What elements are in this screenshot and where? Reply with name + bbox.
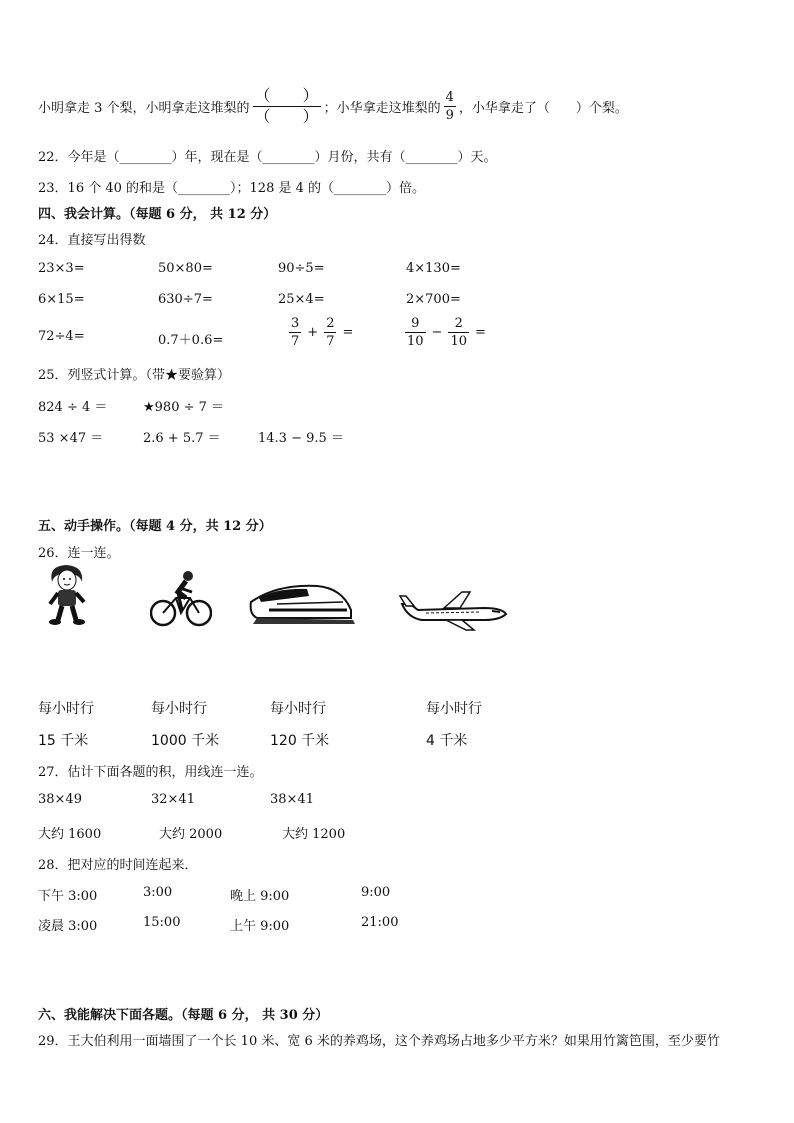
q28-r2-c3: 上午 9:00 xyxy=(230,919,290,934)
equals: = xyxy=(475,325,486,340)
q27-estimate-1: 大约 1600 xyxy=(38,827,102,842)
q21-line xyxy=(38,88,628,125)
q25-title: 25．列竖式计算。（带★要验算） xyxy=(38,368,231,383)
q26-speed-2: 1000 千米 xyxy=(151,733,220,749)
numerator: 3 xyxy=(291,316,300,331)
q24-f2-first xyxy=(405,317,426,348)
numerator: 9 xyxy=(411,316,420,331)
q24-fraction-sum xyxy=(286,317,353,348)
denominator: 7 xyxy=(291,334,300,349)
q24-r2-c2: 630÷7= xyxy=(158,292,213,307)
q28-r2-c1: 凌晨 3:00 xyxy=(38,919,98,934)
operator: − xyxy=(431,325,443,340)
q26-speed-4: 4 千米 xyxy=(426,733,468,749)
q27-product-1: 38×49 xyxy=(38,792,82,807)
q21-blank-denominator: （ ） xyxy=(254,107,319,126)
q27-product-2: 32×41 xyxy=(151,792,195,807)
denominator: 10 xyxy=(450,334,467,349)
q25-a: 824 ÷ 4 ＝ xyxy=(38,400,108,415)
denominator: 10 xyxy=(407,334,424,349)
q28-r2-c4: 21:00 xyxy=(361,915,399,930)
q21-part2: ；小华拿走这堆梨的 xyxy=(323,101,441,116)
q26-per-hour-1: 每小时行 xyxy=(38,701,94,717)
section-5-heading: 五、动手操作。（每题 4 分，共 12 分） xyxy=(38,519,272,534)
section-4-heading: 四、我会计算。（每题 6 分， 共 12 分） xyxy=(38,207,277,222)
q28-r1-c1: 下午 3:00 xyxy=(38,889,98,904)
q24-fraction-diff xyxy=(402,317,486,348)
q24-r2-c3: 25×4= xyxy=(278,292,325,307)
q21-frac-numerator: 4 xyxy=(445,90,454,105)
numerator: 2 xyxy=(454,316,463,331)
q24-r2-c1: 6×15= xyxy=(38,292,85,307)
q24-title: 24．直接写出得数 xyxy=(38,233,146,248)
q24-f1-second xyxy=(324,317,336,348)
q21-part3: ，小华拿走了（ ）个梨。 xyxy=(458,101,628,116)
q27-estimate-3: 大约 1200 xyxy=(282,827,346,842)
q28-r2-c2: 15:00 xyxy=(143,915,181,930)
q28-r1-c2: 3:00 xyxy=(143,885,173,900)
q21-frac-denominator: 9 xyxy=(445,108,454,123)
equals: = xyxy=(342,325,354,340)
walking-girl-icon xyxy=(42,562,92,626)
cyclist-icon xyxy=(150,568,212,628)
q21-blank-fraction xyxy=(253,88,321,125)
q24-r2-c4: 2×700= xyxy=(406,292,461,307)
q22: 22．今年是（________）年，现在是（________）月份，共有（________）天。 xyxy=(38,150,497,165)
q21-part1: 小明拿走 3 个梨，小明拿走这堆梨的 xyxy=(38,101,250,116)
numerator: 2 xyxy=(326,316,335,331)
operator: + xyxy=(307,325,319,340)
q21-blank-numerator: （ ） xyxy=(254,86,319,105)
q27-estimate-2: 大约 2000 xyxy=(159,827,223,842)
q26-speed-3: 120 千米 xyxy=(270,733,330,749)
q28-title: 28．把对应的时间连起来． xyxy=(38,858,198,873)
q28-r1-c3: 晚上 9:00 xyxy=(230,889,290,904)
q25-e: 14.3 − 9.5 ＝ xyxy=(258,431,344,446)
q25-c: 53 ×47 ＝ xyxy=(38,431,104,446)
q27-product-3: 38×41 xyxy=(270,792,314,807)
q26-per-hour-4: 每小时行 xyxy=(426,701,482,717)
denominator: 7 xyxy=(326,334,335,349)
q21-fraction xyxy=(444,91,456,122)
q24-r1-c1: 23×3= xyxy=(38,261,85,276)
q28-r1-c4: 9:00 xyxy=(361,885,391,900)
q29: 29．王大伯利用一面墙围了一个长 10 米、宽 6 米的养鸡场，这个养鸡场占地多少平方米？如果用竹篱笆围，至少要竹 xyxy=(38,1034,720,1049)
q26-title: 26．连一连。 xyxy=(38,546,120,561)
q27-title: 27．估计下面各题的积，用线连一连。 xyxy=(38,765,263,780)
q25-d: 2.6 + 5.7 ＝ xyxy=(143,431,221,446)
q24-r3-c1: 72÷4= xyxy=(38,329,85,344)
q24-f2-second xyxy=(448,317,469,348)
q25-b: ★980 ÷ 7 ＝ xyxy=(143,400,225,415)
q26-per-hour-3: 每小时行 xyxy=(270,701,326,717)
section-6-heading: 六、我能解决下面各题。（每题 6 分， 共 30 分） xyxy=(38,1008,329,1023)
q23: 23．16 个 40 的和是（________）；128 是 4 的（________）倍。 xyxy=(38,181,426,196)
q26-per-hour-2: 每小时行 xyxy=(151,701,207,717)
q24-f1-first xyxy=(289,317,301,348)
q24-r3-c2: 0.7＋0.6= xyxy=(158,333,224,348)
q24-r1-c4: 4×130= xyxy=(406,261,461,276)
high-speed-train-icon xyxy=(247,580,357,630)
q24-r1-c3: 90÷5= xyxy=(278,261,325,276)
q24-r1-c2: 50×80= xyxy=(158,261,213,276)
q26-speed-1: 15 千米 xyxy=(38,733,89,749)
airplane-icon xyxy=(396,588,508,632)
